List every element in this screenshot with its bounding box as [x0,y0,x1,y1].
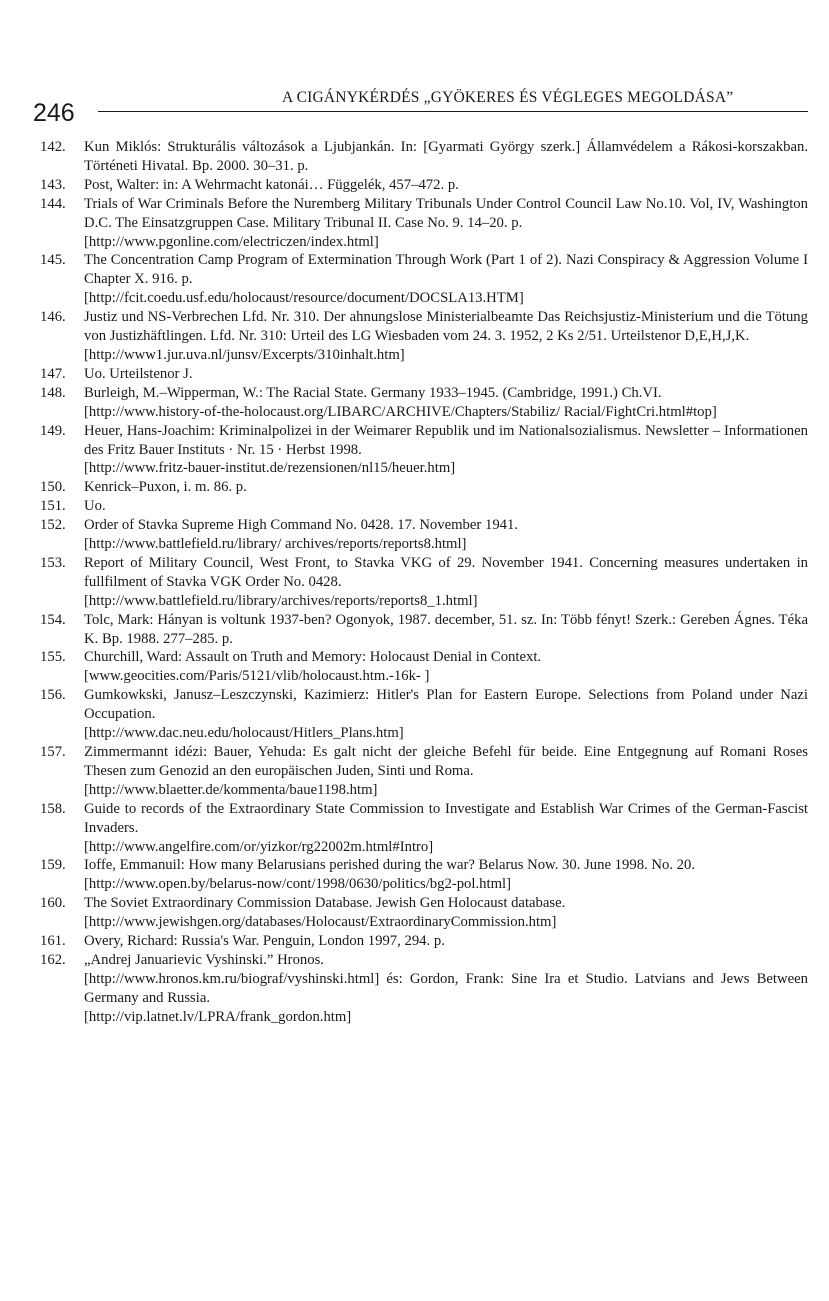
note-number: 154. [40,611,66,628]
note-text: Report of Military Council, West Front, to Stavka VKG of 29. November 1941. Concerning measures undertaken in fullfilment of Stavka VGK Order No. 0428. [84,554,808,590]
endnote-145 [40,251,808,308]
note-text: Justiz und NS-Verbrechen Lfd. Nr. 310. Der ahnungslose Ministerialbeamte Das Reichsjustiz-Ministerium und die Tötung von Justizhäftlingen. Lfd. Nr. 310: Urteil des LG Wiesbaden vom 24. 3. 1952, 2 Ks 2/51. Urteilstenor D,E,H,J,K. [84,309,808,345]
note-text: Zimmermannt idézi: Bauer, Yehuda: Es galt nicht der gleiche Befehl für beide. Eine Entgegnung auf Romani Roses Thesen zum Genozid an den europäischen Juden, Sinti und Roma. [84,744,808,779]
endnote-162 [40,951,808,1027]
note-text: Churchill, Ward: Assault on Truth and Memory: Holocaust Denial in Context. [84,649,542,666]
note-link: [http://www.dac.neu.edu/holocaust/Hitlers_Plans.htm] [84,725,404,742]
endnote-154 [40,611,808,649]
note-text: Post, Walter: in: A Wehrmacht katonái… Függelék, 457–472. p. [84,176,459,193]
note-link: [http://www.battlefield.ru/library/archives/reports/reports8_1.html] [84,592,478,609]
note-text: Order of Stavka Supreme High Command No. 0428. 17. November 1941. [84,517,519,534]
note-number: 143. [40,176,66,193]
header-rule [98,111,808,112]
note-text: Overy, Richard: Russia's War. Penguin, London 1997, 294. p. [84,933,445,950]
endnote-151 [40,497,808,516]
note-text: Burleigh, M.–Wipperman, W.: The Racial State. Germany 1933–1945. (Cambridge, 1991.) Ch.VI. [84,384,662,401]
note-number: 159. [40,857,66,874]
endnote-152 [40,516,808,554]
note-number: 144. [40,195,66,212]
endnote-143 [40,176,808,195]
note-link: [http://www.hronos.km.ru/biograf/vyshinski.html] és: Gordon, Frank: Sine Ira et Studio. Latvians and Jews Between Germany and Russia. [84,970,808,1006]
note-number: 157. [40,744,66,760]
note-text: Guide to records of the Extraordinary State Commission to Investigate and Establish War Crimes of the German-Fascist Invaders. [84,800,808,836]
endnote-147 [40,365,808,384]
note-link: [http://www.history-of-the-holocaust.org/LIBARC/ARCHIVE/Chapters/Stabiliz/ Racial/FightCri.html#top] [84,403,717,420]
note-number: 152. [40,517,66,534]
note-text: Kun Miklós: Strukturális változások a Ljubjankán. In: [Gyarmati György szerk.] Államvédelem a Rákosi-korszakban. Történeti Hivatal. Bp. 2000. 30–31. p. [84,139,808,174]
endnote-158 [40,800,808,857]
note-link: [http://fcit.coedu.usf.edu/holocaust/resource/document/DOCSLA13.HTM] [84,290,524,307]
endnote-161 [40,932,808,951]
note-number: 153. [40,554,66,571]
note-link: [http://www.blaetter.de/kommenta/baue1198.htm] [84,781,378,798]
note-text: Ioffe, Emmanuil: How many Belarusians perished during the war? Belarus Now. 30. June 1998. No. 20. [84,857,696,874]
note-number: 162. [40,951,66,968]
note-number: 156. [40,687,66,704]
note-link: [http://www.fritz-bauer-institut.de/rezensionen/nl15/heuer.htm] [84,460,456,477]
note-link: [www.geocities.com/Paris/5121/vlib/holocaust.htm.-16k- ] [84,668,430,685]
endnote-150 [40,478,808,497]
note-text: Kenrick–Puxon, i. m. 86. p. [84,479,247,496]
note-link: [http://www.jewishgen.org/databases/Holocaust/ExtraordinaryCommission.htm] [84,914,557,931]
note-number: 146. [40,309,66,326]
endnote-144 [40,195,808,252]
note-link: [http://vip.latnet.lv/LPRA/frank_gordon.htm] [84,1008,352,1025]
note-link: [http://www.battlefield.ru/library/ archives/reports/reports8.html] [84,536,467,553]
endnote-156 [40,686,808,743]
note-link: [http://www.pgonline.com/electriczen/index.html] [84,233,379,250]
note-text: „Andrej Januarievic Vyshinski.” Hronos. [84,951,324,968]
endnote-160 [40,894,808,932]
note-number: 151. [40,498,66,515]
note-number: 145. [40,252,66,269]
note-number: 148. [40,384,66,401]
endnote-153 [40,554,808,611]
page-number: 246 [33,99,75,127]
note-number: 161. [40,933,66,950]
note-text: Gumkowkski, Janusz–Leszczynski, Kazimierz: Hitler's Plan for Eastern Europe. Selections from Poland under Nazi Occupation. [84,687,808,723]
note-number: 147. [40,365,66,382]
endnote-142 [40,138,808,176]
note-link: [http://www1.jur.uva.nl/junsv/Excerpts/310inhalt.htm] [84,346,405,363]
endnote-159 [40,856,808,894]
note-number: 155. [40,649,66,666]
endnotes-list [40,138,808,1027]
note-text: The Soviet Extraordinary Commission Database. Jewish Gen Holocaust database. [84,895,566,912]
note-number: 150. [40,479,66,496]
note-text: Tolc, Mark: Hányan is voltunk 1937-ben? Ogonyok, 1987. december, 51. sz. In: Több fényt! Szerk.: Gereben Ágnes. Téka K. Bp. 1988. 277–285. p. [84,611,808,647]
note-number: 149. [40,422,66,439]
note-number: 160. [40,895,66,912]
note-text: Uo. [84,498,106,515]
note-text: The Concentration Camp Program of Extermination Through Work (Part 1 of 2). Nazi Conspiracy & Aggression Volume I Chapter X. 916. p. [84,252,808,288]
note-text: Uo. Urteilstenor J. [84,365,193,382]
note-number: 158. [40,800,66,817]
endnote-148 [40,384,808,422]
note-number: 142. [40,139,66,155]
endnote-149 [40,422,808,479]
endnote-146 [40,308,808,365]
endnote-157 [40,743,808,800]
note-text: Trials of War Criminals Before the Nuremberg Military Tribunals Under Control Council Law No.10. Vol, IV, Washington D.C. The Einsatzgruppen Case. Military Tribunal II. Case No. 9. 14–20. p. [84,195,808,231]
note-text: Heuer, Hans-Joachim: Kriminalpolizei in der Weimarer Republik und im Nationalsozialismus. Newsletter – Informationen des Fritz Bauer Instituts · Nr. 15 · Herbst 1998. [84,422,808,458]
running-header-title: A CIGÁNYKÉRDÉS „GYÖKERES ÉS VÉGLEGES MEGOLDÁSA” [282,89,734,106]
note-link: [http://www.open.by/belarus-now/cont/1998/0630/politics/bg2-pol.html] [84,876,511,893]
note-link: [http://www.angelfire.com/or/yizkor/rg22002m.html#Intro] [84,838,434,855]
endnote-155 [40,648,808,686]
